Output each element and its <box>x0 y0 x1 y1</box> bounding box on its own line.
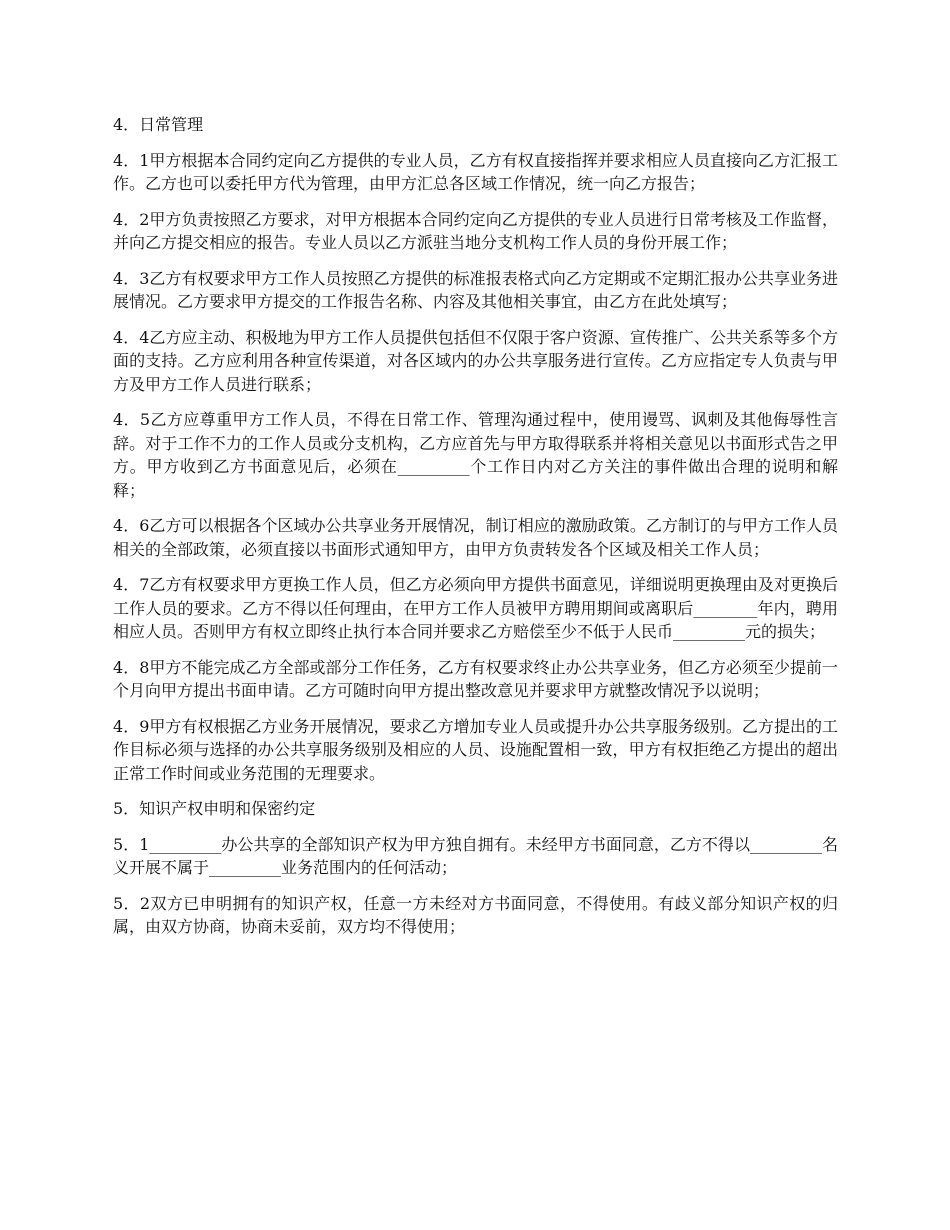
clause-4-8: 4．8甲方不能完成乙方全部或部分工作任务，乙方有权要求终止办公共享业务，但乙方必须至少提前一个月向甲方提出书面申请。乙方可随时向甲方提出整改意见并要求甲方就整改情况予以说明； <box>113 657 838 700</box>
document-body <box>113 113 838 951</box>
clause-4-7: 4．7乙方有权要求甲方更换工作人员，但乙方必须向甲方提供书面意见，详细说明更换理由及对更换后工作人员的要求。乙方不得以任何理由，在甲方工作人员被甲方聘用期间或离职后________年内，聘用相应人员。否则甲方有权立即终止执行本合同并要求乙方赔偿至少不低于人民币_________元的损失； <box>113 575 838 641</box>
clause-4-6: 4．6乙方可以根据各个区域办公共享业务开展情况，制订相应的激励政策。乙方制订的与甲方工作人员相关的全部政策，必须直接以书面形式通知甲方，由甲方负责转发各个区域及相关工作人员； <box>113 516 838 559</box>
section-heading-daily-management: 4．日常管理 <box>113 115 204 134</box>
clause-5-2: 5．2双方已申明拥有的知识产权，任意一方未经对方书面同意，不得使用。有歧义部分知识产权的归属，由双方协商，协商未妥前，双方均不得使用； <box>113 893 838 936</box>
clause-4-5: 4．5乙方应尊重甲方工作人员，不得在日常工作、管理沟通过程中，使用谩骂、讽刺及其他侮辱性言辞。对于工作不力的工作人员或分支机构，乙方应首先与甲方取得联系并将相关意见以书面形式告之甲方。甲方收到乙方书面意见后，必须在_________个工作日内对乙方关注的事件做出合理的说明和解释； <box>113 410 838 500</box>
clause-4-4: 4．4乙方应主动、积极地为甲方工作人员提供包括但不仅限于客户资源、宣传推广、公共关系等多个方面的支持。乙方应利用各种宣传渠道，对各区域内的办公共享服务进行宣传。乙方应指定专人负责与甲方及甲方工作人员进行联系； <box>113 327 838 394</box>
section-heading-ip-confidentiality: 5．知识产权申明和保密约定 <box>113 799 316 818</box>
clause-4-1: 4．1甲方根据本合同约定向乙方提供的专业人员，乙方有权直接指挥并要求相应人员直接向乙方汇报工作。乙方也可以委托甲方代为管理，由甲方汇总各区域工作情况，统一向乙方报告； <box>113 150 838 193</box>
clause-4-3: 4．3乙方有权要求甲方工作人员按照乙方提供的标准报表格式向乙方定期或不定期汇报办公共享业务进展情况。乙方要求甲方提交的工作报告名称、内容及其他相关事宜，由乙方在此处填写； <box>113 268 838 311</box>
clause-4-2: 4．2甲方负责按照乙方要求，对甲方根据本合同约定向乙方提供的专业人员进行日常考核及工作监督，并向乙方提交相应的报告。专业人员以乙方派驻当地分支机构工作人员的身份开展工作； <box>113 209 838 252</box>
clause-5-1: 5．1_________办公共享的全部知识产权为甲方独自拥有。未经甲方书面同意，乙方不得以_________名义开展不属于_________业务范围内的任何活动； <box>113 834 838 877</box>
clause-4-9: 4．9甲方有权根据乙方业务开展情况，要求乙方增加专业人员或提升办公共享服务级别。乙方提出的工作目标必须与选择的办公共享服务级别及相应的人员、设施配置相一致，甲方有权拒绝乙方提出的超出正常工作时间或业务范围的无理要求。 <box>113 716 838 783</box>
